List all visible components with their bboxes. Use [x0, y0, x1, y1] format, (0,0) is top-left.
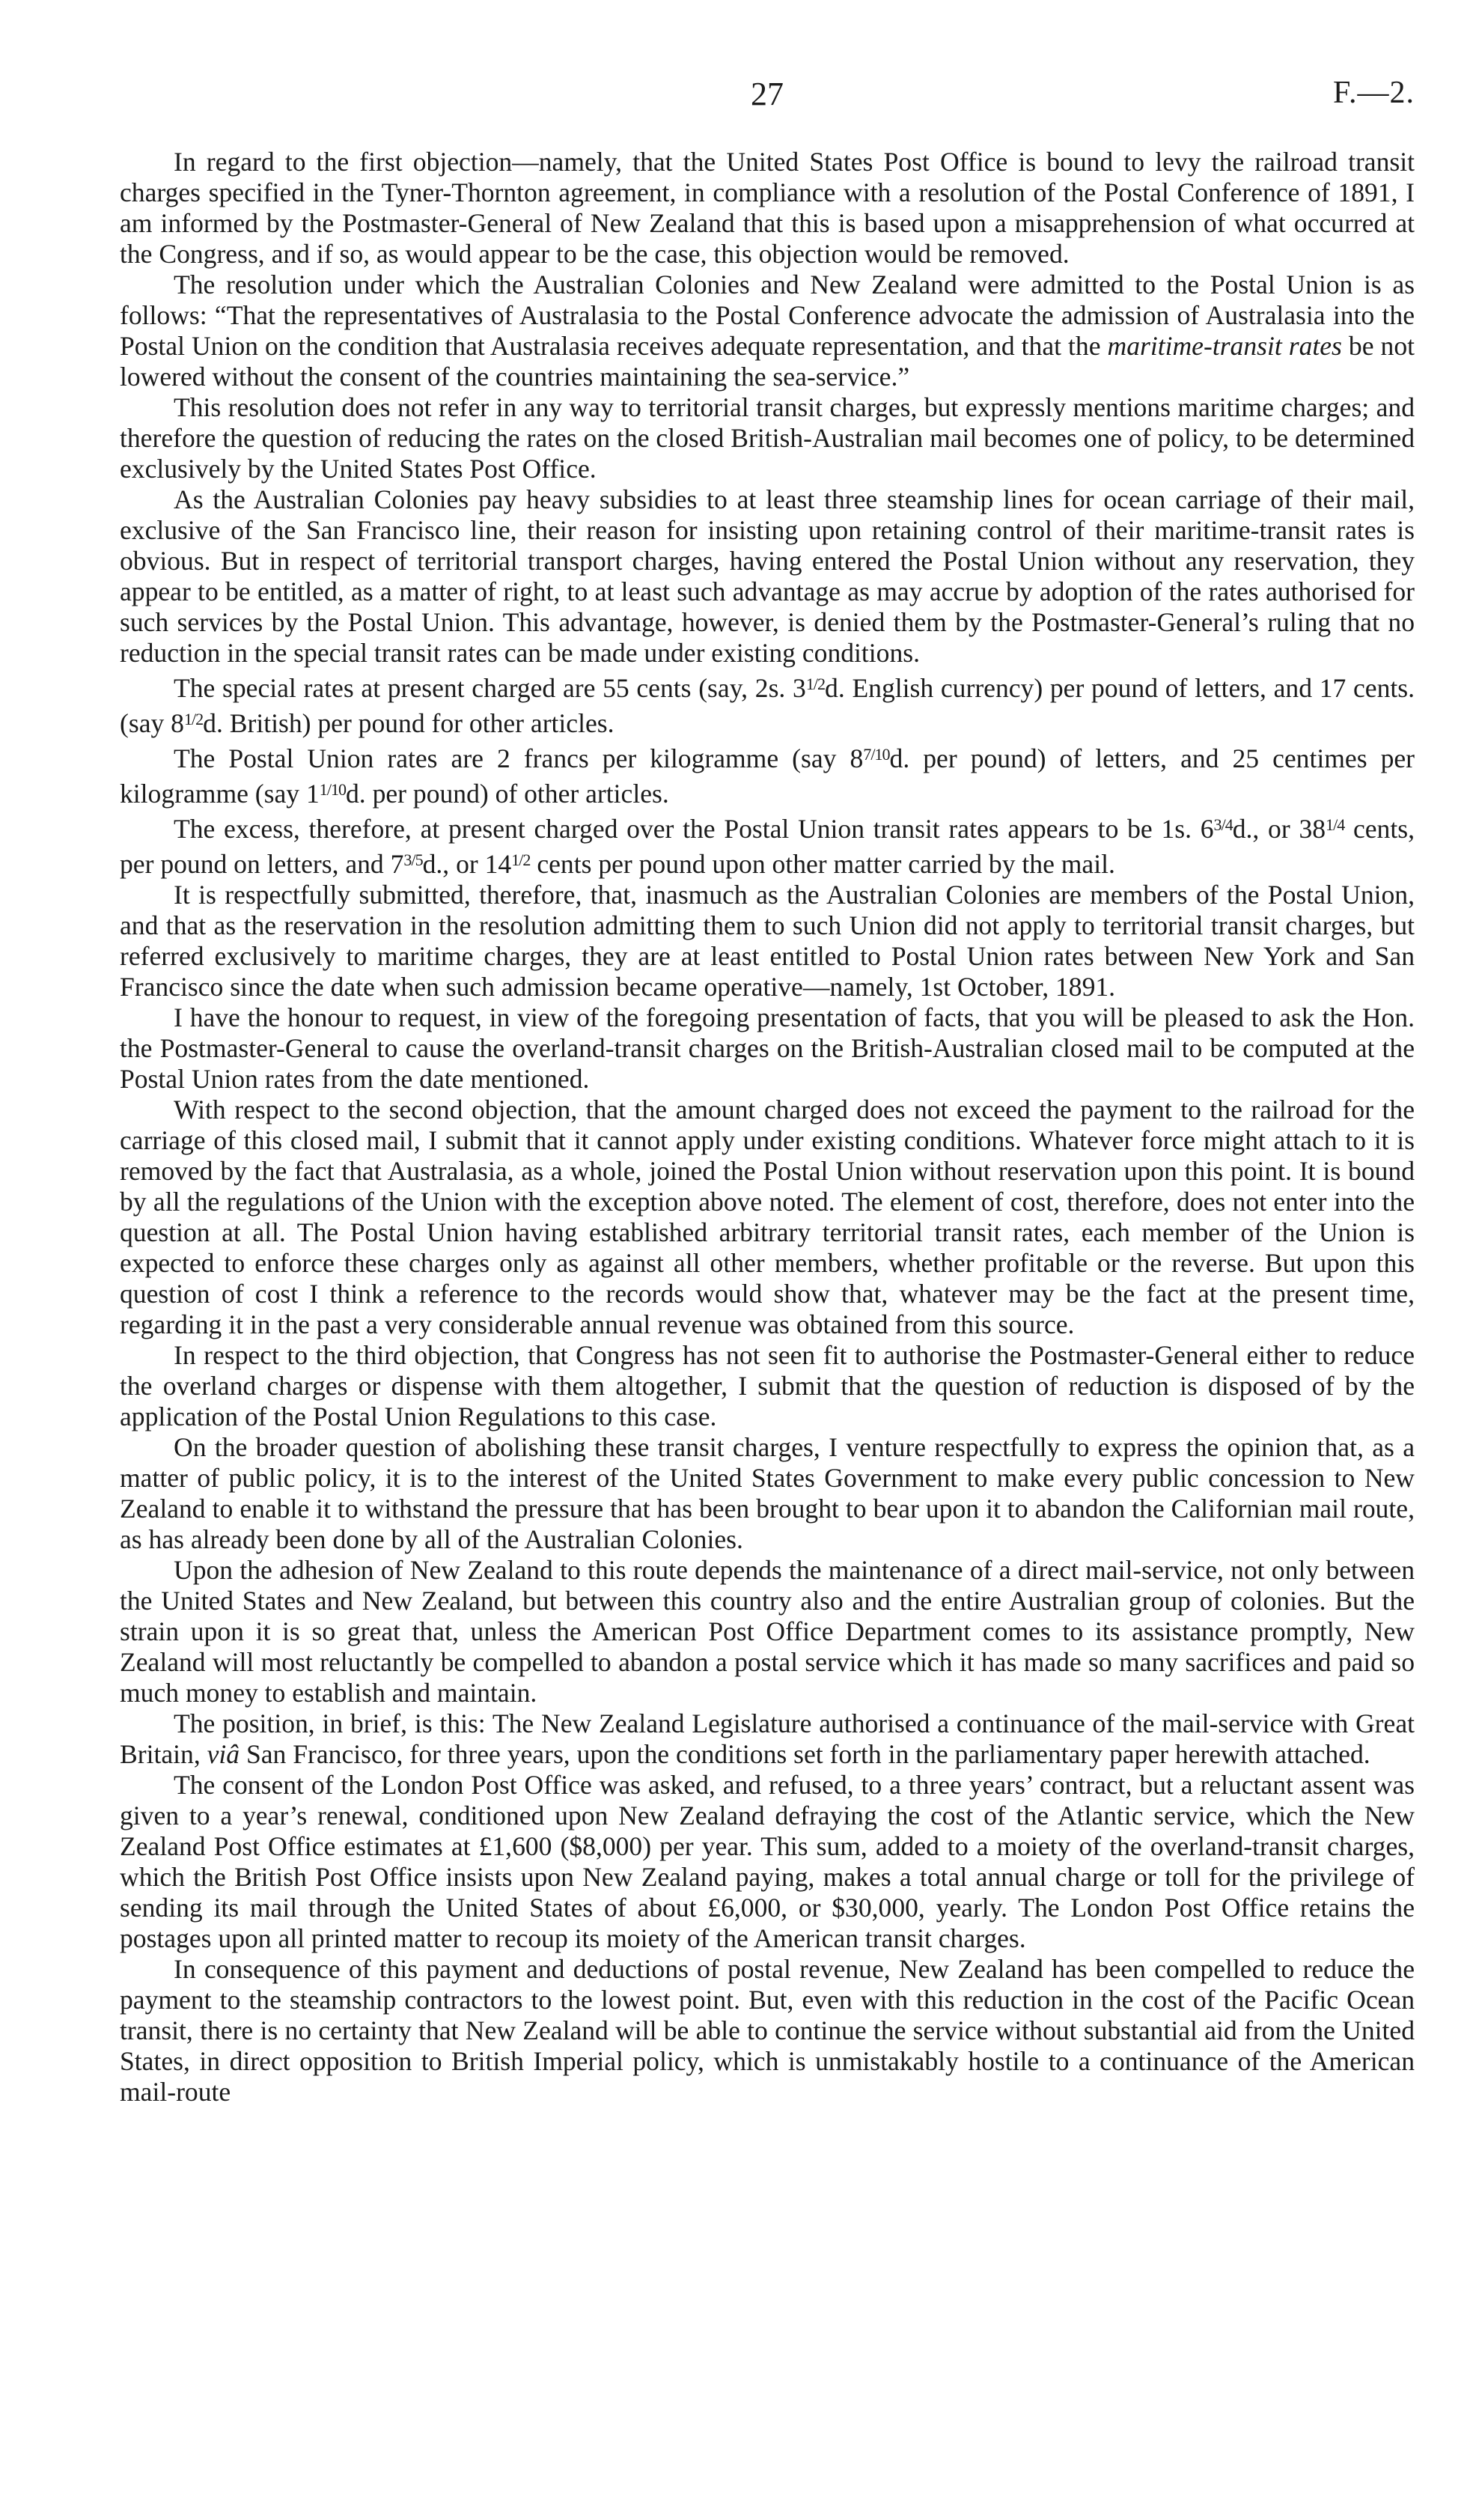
- paragraph-text: With respect to the second objection, that the amount charged does not exceed the payment to the railroad for the carriage of this closed mail, I submit that it cannot apply under existing conditions. Whatever force might attach to it is removed by the fact that Australasia, as a whole, joined the Postal Union without reservation upon this point. It is bound by all the regulations of the Union with the exception above noted. The element of cost, therefore, does not enter into the question at all. The Postal Union having established arbitrary territorial transit rates, each member of the Union is expected to enforce these charges only as against all other members, whether profitable or the reverse. But upon this question of cost I think a reference to the records would show that, whatever may be the fact at the present time, regarding it in the past a very considerable annual revenue was obtained from this source.: [120, 1094, 1415, 1339]
- paragraph-excess: [120, 809, 1415, 880]
- paragraph-text: d., or 38: [1232, 813, 1326, 844]
- paragraph-adhesion: [120, 1555, 1415, 1708]
- fraction: 7/10: [863, 744, 890, 764]
- paragraph-text: In regard to the first objection—namely, that the United States Post Office is bound to levy the railroad transit charges specified in the Tyner-Thornton agreement, in compliance with a resolution of the Postal Conference of 1891, I am informed by the Postmaster-General of New Zealand that this is based upon a misapprehension of what occurred at the Congress, and if so, as would appear to be the case, this objection would be removed.: [120, 147, 1415, 269]
- paragraph-position: [120, 1708, 1415, 1770]
- paragraph-third-objection: [120, 1340, 1415, 1432]
- paragraph-second-objection: [120, 1095, 1415, 1340]
- paragraph-text: In respect to the third objection, that Congress has not seen fit to authorise the Postmaster-General either to reduce the overland charges or dispense with them altogether, I submit that the question of reduction is disposed of by the application of the Postal Union Regulations to this case.: [120, 1339, 1415, 1431]
- paragraph-text: This resolution does not refer in any way to territorial transit charges, but expressly mentions maritime charges; and therefore the question of reducing the rates on the closed British-Australian mail becomes one of policy, to be determined exclusively by the United States Post Office.: [120, 392, 1415, 484]
- fraction: 1/2: [805, 675, 826, 693]
- paragraph-text: d. English currency) per pound of letters, and 17 cents. (say 8: [120, 672, 1415, 738]
- paragraph-subsidies: [120, 484, 1415, 669]
- fraction: 3/5: [403, 850, 423, 869]
- paragraph-request: [120, 1002, 1415, 1095]
- paragraph-text: d. per pound) of other articles.: [346, 778, 669, 809]
- fraction: 1/2: [183, 709, 204, 728]
- paragraph-text: I have the honour to request, in view of the foregoing presentation of facts, that you will be pleased to ask the Hon. the Postmaster-General to cause the overland-transit charges on the British-Australian closed mail to be computed at the Postal Union rates from the date mentioned.: [120, 1002, 1415, 1094]
- paragraph-text: The excess, therefore, at present charged over the Postal Union transit rates appears to be 1s. 6: [174, 813, 1214, 844]
- paragraph-text: On the broader question of abolishing these transit charges, I venture respectfully to express the opinion that, as a matter of public policy, it is to the interest of the United States Government to make every public concession to New Zealand to enable it to withstand the pressure that has been brought to bear upon it to abandon the Californian mail route, as has already been done by all of the Australian Colonies.: [120, 1431, 1415, 1554]
- paragraph-text: The resolution under which the Australian Colonies and New Zealand were admitted to the Postal Union is as follows: “That the representatives of Australasia to the Postal Conference advocate the admission of Australasia into the Postal Union on the condition that Australasia receives adequate representation, and that the: [120, 270, 1415, 361]
- paragraph-text: It is respectfully submitted, therefore, that, inasmuch as the Australian Colonies are members of the Postal Union, and that as the reservation in the resolution admitting them to such Union did not apply to territorial transit charges, but referred exclusively to maritime charges, they are at least entitled to Postal Union rates between New York and San Francisco since the date when such admission became operative—namely, 1st October, 1891.: [120, 879, 1415, 1002]
- paragraph-consequence: [120, 1954, 1415, 2107]
- document-page: [120, 67, 1415, 2107]
- paragraph-text: The consent of the London Post Office was asked, and refused, to a three years’ contract, but a reluctant assent was given to a year’s renewal, conditioned upon New Zealand defraying the cost of the Atlantic service, which the New Zealand Post Office estimates at £1,600 ($8,000) per year. This sum, added to a moiety of the overland-transit charges, which the British Post Office insists upon New Zealand paying, makes a total annual charge or toll for the privilege of sending its mail through the United States of about £6,000, or $30,000, yearly. The London Post Office retains the postages upon all printed matter to recoup its moiety of the American transit charges.: [120, 1769, 1415, 1953]
- page-number: 27: [751, 76, 784, 112]
- fraction: 1/4: [1326, 815, 1345, 834]
- paragraph-text: d. per pound) of letters, and 25 centimes per kilogramme (say 1: [120, 743, 1415, 809]
- page-header: [120, 67, 1415, 120]
- paragraph-london-consent: [120, 1770, 1415, 1954]
- paragraph-text: The special rates at present charged are 55 cents (say, 2s. 3: [174, 672, 806, 703]
- body-text: [120, 147, 1415, 2107]
- paragraph-union-rates: [120, 739, 1415, 809]
- italic-term: maritime-transit rates: [1107, 331, 1342, 361]
- fraction: 1/10: [319, 779, 347, 799]
- paragraph-text: d., or 14: [422, 848, 512, 879]
- paragraph-submission: [120, 880, 1415, 1002]
- paragraph-public-policy: [120, 1432, 1415, 1555]
- paragraph-text: cents per pound upon other matter carried by the mail.: [530, 848, 1115, 879]
- paragraph-text: San Francisco, for three years, upon the conditions set forth in the parliamentary paper herewith attached.: [240, 1738, 1370, 1769]
- paragraph-text: In consequence of this payment and deductions of postal revenue, New Zealand has been compelled to reduce the payment to the steamship contractors to the lowest point. But, even with this reduction in the cost of the Pacific Ocean transit, there is no certainty that New Zealand will be able to continue the service without substantial aid from the United States, in direct opposition to British Imperial policy, which is unmistakably hostile to a continuance of the American mail-route: [120, 1953, 1415, 2107]
- paragraph-text: Upon the adhesion of New Zealand to this route depends the maintenance of a direct mail-service, not only between the United States and New Zealand, but between this country also and the entire Australian group of colonies. But the strain upon it is so great that, unless the American Post Office Department comes to its assistance promptly, New Zealand will most reluctantly be compelled to abandon a postal service which it has made so many sacrifices and paid so much money to establish and maintain.: [120, 1554, 1415, 1708]
- document-reference: F.—2.: [1333, 76, 1415, 110]
- paragraph-text: The position, in brief, is this: The New Zealand Legislature authorised a continuance of the mail-service with Great Britain,: [120, 1708, 1415, 1769]
- paragraph-special-rates: [120, 669, 1415, 739]
- paragraph-resolution: [120, 270, 1415, 392]
- paragraph-maritime-charges: [120, 392, 1415, 484]
- fraction: 3/4: [1213, 815, 1233, 834]
- italic-term: viâ: [207, 1738, 240, 1769]
- paragraph-text: d. British) per pound for other articles.: [203, 707, 615, 738]
- paragraph-text: cents, per pound on letters, and 7: [120, 813, 1415, 879]
- fraction: 1/2: [511, 850, 531, 869]
- paragraph-first-objection: [120, 147, 1415, 270]
- paragraph-text: The Postal Union rates are 2 francs per kilogramme (say 8: [174, 743, 864, 773]
- paragraph-text: be not lowered without the consent of the countries maintaining the sea-service.”: [120, 331, 1415, 392]
- paragraph-text: As the Australian Colonies pay heavy subsidies to at least three steamship lines for ocean carriage of their mail, exclusive of the San Francisco line, their reason for insisting upon retaining control of their maritime-transit rates is obvious. But in respect of territorial transport charges, having entered the Postal Union without any reservation, they appear to be entitled, as a matter of right, to at least such advantage as may accrue by adoption of the rates authorised for such services by the Postal Union. This advantage, however, is denied them by the Postmaster-General’s ruling that no reduction in the special transit rates can be made under existing conditions.: [120, 484, 1415, 668]
